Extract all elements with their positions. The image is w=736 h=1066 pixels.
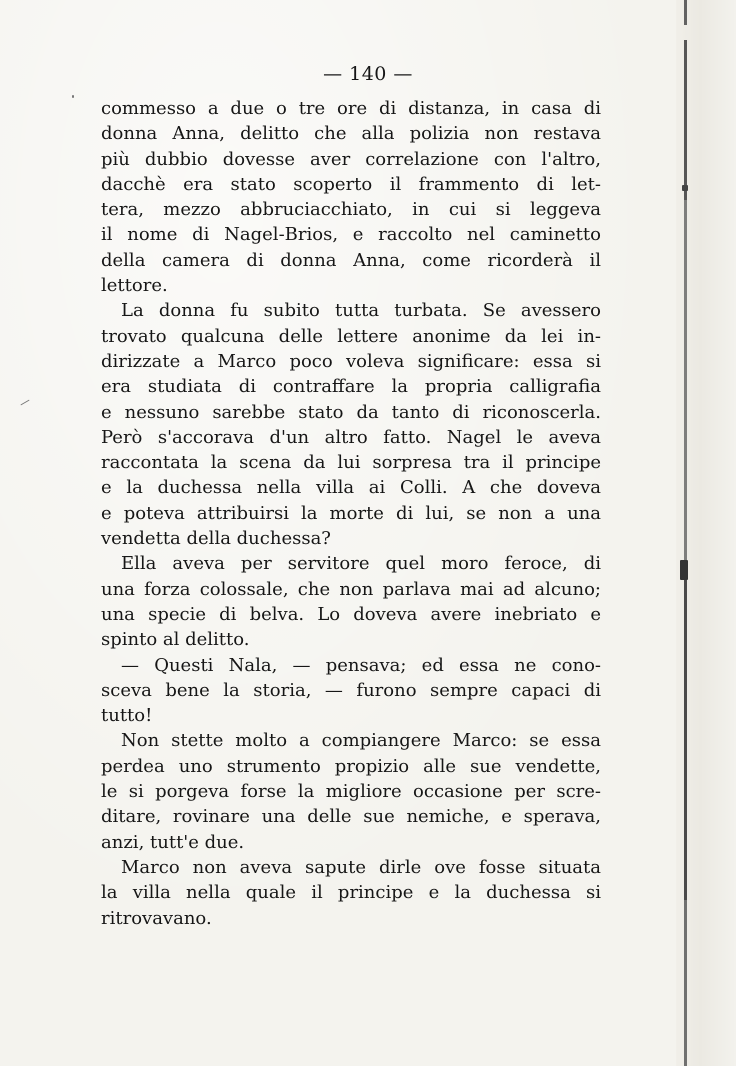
text-line: dacchè era stato scoperto il frammento di let-: [101, 173, 601, 195]
body-text: [101, 96, 601, 931]
text-line: donna Anna, delitto che alla polizia non restava: [101, 123, 601, 145]
text-line: una specie di belva. Lo doveva avere inebriato e: [101, 603, 601, 625]
text-line: tera, mezzo abbruciacchiato, in cui si leggeva: [101, 199, 601, 221]
page-number: — 140 —: [323, 63, 413, 85]
text-line: tutto!: [101, 705, 153, 727]
text-line: Ella aveva per servitore quel moro feroce, di: [121, 553, 601, 575]
text-line: le si porgeva forse la migliore occasione per scre-: [101, 781, 601, 803]
text-line: Marco non aveva sapute dirle ove fosse situata: [121, 856, 601, 878]
text-line: della camera di donna Anna, come ricorderà il: [101, 249, 601, 271]
text-line: — Questi Nala, — pensava; ed essa ne cono-: [121, 654, 601, 676]
text-line: commesso a due o tre ore di distanza, in casa di: [101, 98, 601, 119]
text-line: vendetta della duchessa?: [101, 528, 331, 550]
text-line: sceva bene la storia, — furono sempre capaci di: [101, 679, 601, 701]
text-line: raccontata la scena da lui sorpresa tra il principe: [101, 452, 601, 474]
text-line: Non stette molto a compiangere Marco: se essa: [121, 730, 601, 752]
paper-speck: [20, 400, 29, 406]
text-line: il nome di Nagel-Brios, e raccolto nel caminetto: [101, 224, 601, 246]
text-line: ritrovavano.: [101, 907, 212, 929]
text-line: Però s'accorava d'un altro fatto. Nagel le aveva: [101, 426, 601, 448]
text-line: anzi, tutt'e due.: [101, 831, 245, 853]
text-line: lettore.: [101, 275, 168, 297]
text-line: più dubbio dovesse aver correlazione con l'altro,: [101, 148, 601, 170]
text-line: una forza colossale, che non parlava mai ad alcuno;: [101, 578, 601, 600]
binding-shadow-line: [684, 0, 687, 1066]
text-line: era studiata di contraffare la propria calligrafia: [101, 376, 601, 398]
text-line: perdea uno strumento propizio alle sue vendette,: [101, 755, 601, 777]
text-line: trovato qualcuna delle lettere anonime da lei in-: [101, 325, 601, 347]
text-line: la villa nella quale il principe e la duchessa si: [101, 882, 601, 904]
text-line: dirizzate a Marco poco voleva significare: essa si: [101, 350, 601, 372]
text-line: e poteva attribuirsi la morte di lui, se non a una: [101, 502, 601, 524]
text-line: spinto al delitto.: [101, 629, 250, 651]
paper-speck: [682, 185, 688, 191]
text-line: e la duchessa nella villa ai Colli. A che doveva: [101, 477, 601, 499]
text-line: e nessuno sarebbe stato da tanto di riconoscerla.: [101, 401, 601, 423]
paper-speck: [72, 95, 74, 98]
text-line: La donna fu subito tutta turbata. Se avessero: [121, 300, 601, 322]
text-line: ditare, rovinare una delle sue nemiche, e sperava,: [101, 806, 601, 828]
paper-speck: [680, 560, 688, 580]
